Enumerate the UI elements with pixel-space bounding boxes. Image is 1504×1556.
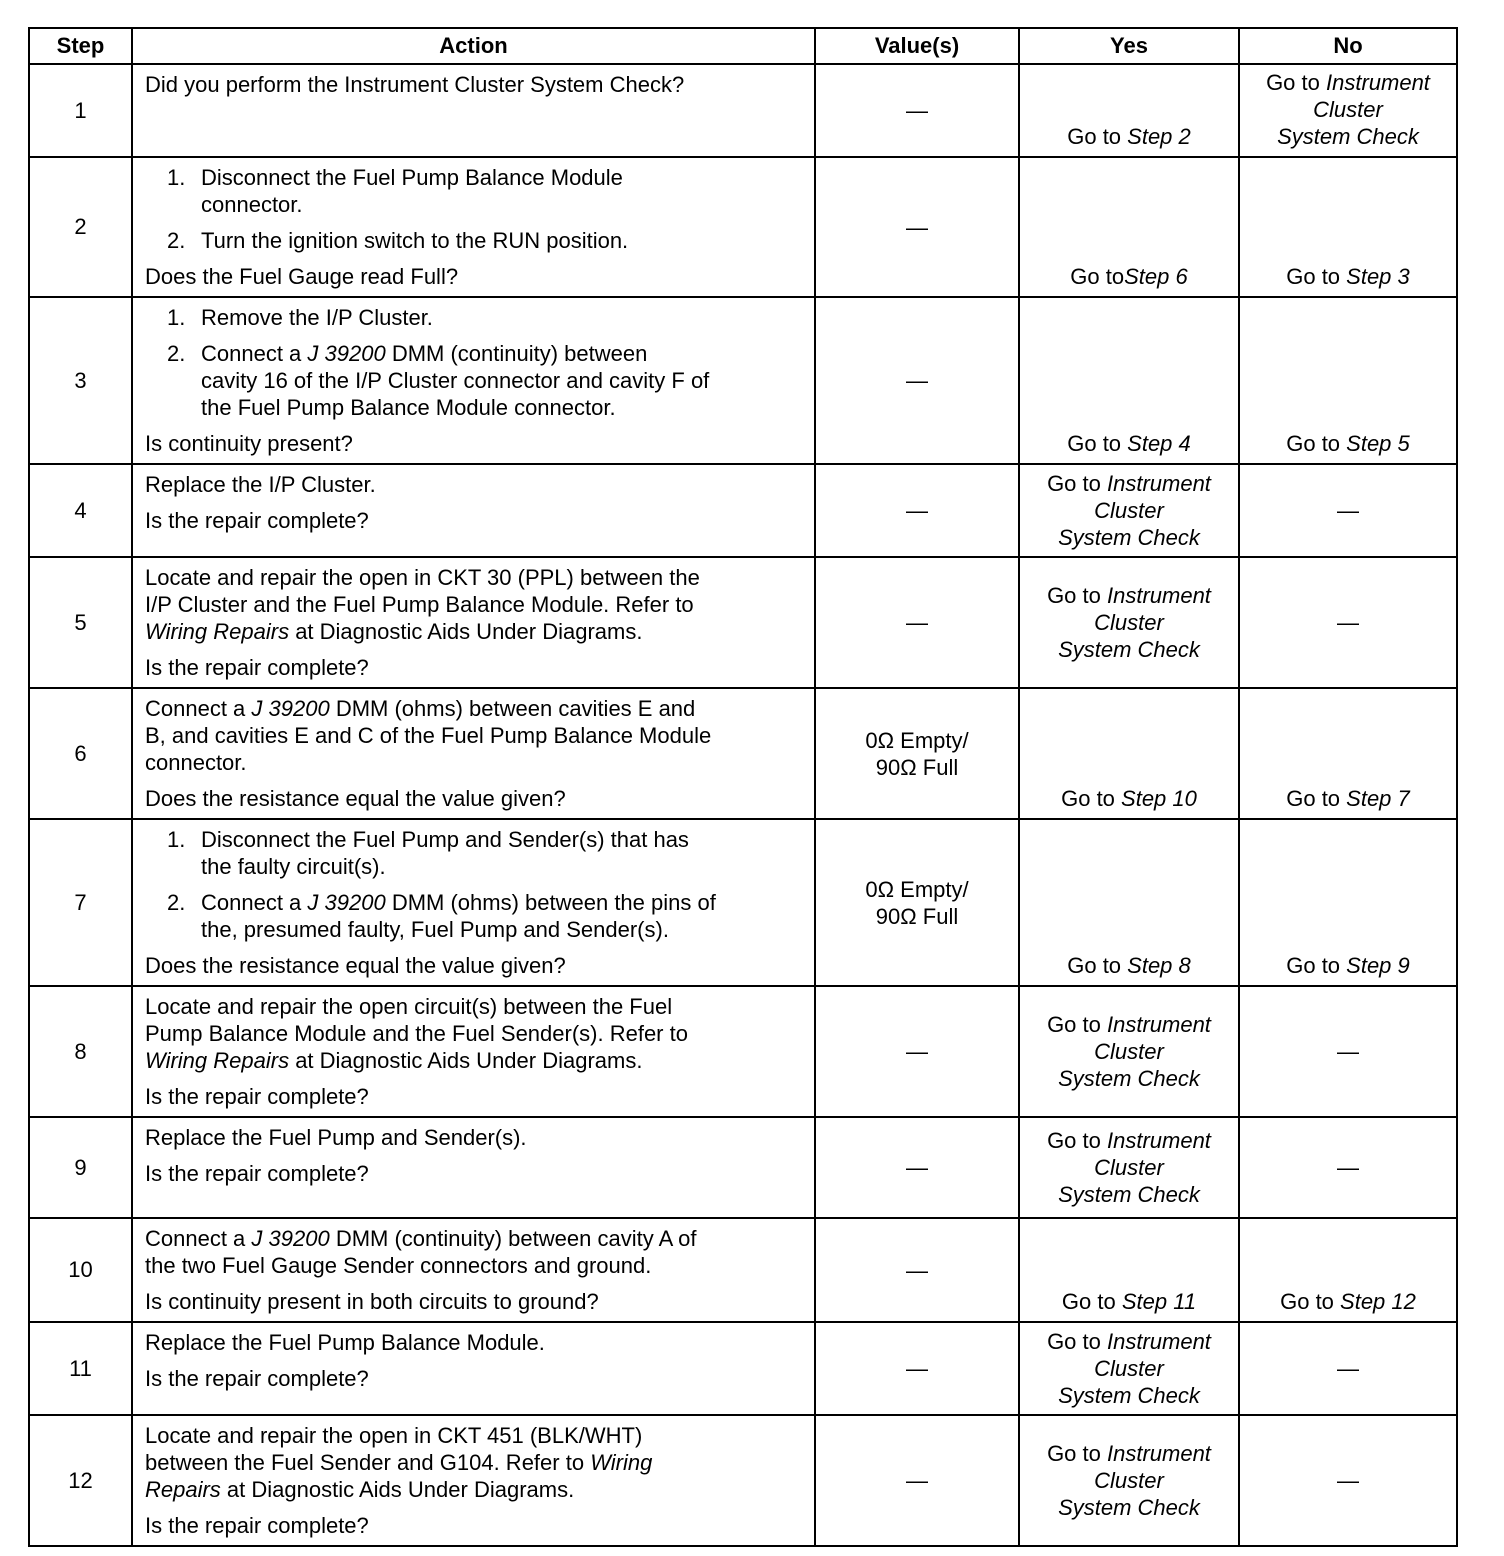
action-question: Does the resistance equal the value given? [145, 786, 566, 811]
no-cell [1239, 157, 1457, 297]
action-text: Locate and repair the open in CKT 30 (PPL) between the [145, 565, 700, 590]
action-text: B, and cavities E and C of the Fuel Pump Balance Module [145, 723, 712, 748]
yes-cell [1019, 557, 1239, 688]
value-cell: — [815, 1218, 1019, 1322]
yes-cell [1019, 464, 1239, 557]
goto-ref: System Check [1058, 1383, 1200, 1408]
goto-step-link: Step 11 [1121, 1289, 1197, 1314]
value-cell [815, 819, 1019, 986]
goto-ref: Cluster [1094, 1039, 1164, 1064]
action-question: Is the repair complete? [145, 1161, 369, 1186]
value-cell: — [815, 64, 1019, 157]
action-question: Is the repair complete? [145, 508, 369, 533]
table-row [29, 819, 1457, 986]
step-number: 5 [29, 557, 132, 688]
step-number: 1 [29, 64, 132, 157]
yes-cell [1019, 819, 1239, 986]
action-cell [132, 297, 815, 464]
action-list-item: 1. Disconnect the Fuel Pump Balance Module connector. [167, 165, 623, 217]
yes-cell [1019, 1415, 1239, 1546]
action-text: Replace the I/P Cluster. [145, 472, 376, 497]
no-cell: — [1239, 1322, 1457, 1415]
goto-prefix: Go to [1286, 264, 1347, 289]
action-list-item: 2. Connect a J 39200 DMM (continuity) between cavity 16 of the I/P Cluster connector and cavity F of the Fuel Pump Balance Module connector. [167, 341, 710, 420]
action-cell [132, 1322, 815, 1415]
yes-cell [1019, 297, 1239, 464]
no-cell [1239, 819, 1457, 986]
table-row [29, 464, 1457, 557]
no-cell: — [1239, 464, 1457, 557]
step-number: 9 [29, 1117, 132, 1218]
goto-step-link: Step 5 [1346, 431, 1410, 456]
value-cell: — [815, 557, 1019, 688]
goto-ref: System Check [1058, 637, 1200, 662]
action-text: Repairs at Diagnostic Aids Under Diagrams. [145, 1477, 575, 1502]
goto-prefix: Go to [1067, 953, 1128, 978]
action-text: Pump Balance Module and the Fuel Sender(s). Refer to [145, 1021, 688, 1046]
goto-prefix: Go to [1061, 1289, 1122, 1314]
goto-prefix: Go to [1047, 1329, 1107, 1354]
goto-step-link: Step 4 [1127, 431, 1191, 456]
table-row [29, 557, 1457, 688]
action-question: Is the repair complete? [145, 1366, 369, 1391]
goto-ref: Instrument [1106, 583, 1211, 608]
action-cell [132, 64, 815, 157]
action-text: the two Fuel Gauge Sender connectors and ground. [145, 1253, 652, 1278]
action-text: Replace the Fuel Pump and Sender(s). [145, 1125, 527, 1150]
goto-prefix: Go to [1280, 1289, 1341, 1314]
action-cell [132, 1415, 815, 1546]
action-text: connector. [145, 750, 247, 775]
no-cell: — [1239, 986, 1457, 1117]
no-cell [1239, 297, 1457, 464]
goto-prefix: Go to [1286, 786, 1347, 811]
goto-ref: Cluster [1094, 1468, 1164, 1493]
goto-ref: System Check [1277, 124, 1419, 149]
goto-prefix: Go to [1286, 953, 1347, 978]
goto-prefix: Go to [1286, 431, 1347, 456]
step-number: 11 [29, 1322, 132, 1415]
action-text: Locate and repair the open in CKT 451 (BLK/WHT) [145, 1423, 643, 1448]
step-number: 8 [29, 986, 132, 1117]
goto-ref: Cluster [1094, 498, 1164, 523]
action-list-item: 1. Disconnect the Fuel Pump and Sender(s) that has the faulty circuit(s). [167, 827, 689, 879]
action-cell [132, 986, 815, 1117]
action-text: I/P Cluster and the Fuel Pump Balance Module. Refer to [145, 592, 694, 617]
action-list-item: 2. Connect a J 39200 DMM (ohms) between the pins of the, presumed faulty, Fuel Pump and Sender(s). [167, 890, 716, 942]
value-cell: — [815, 1117, 1019, 1218]
table-row [29, 64, 1457, 157]
goto-prefix: Go to [1266, 70, 1326, 95]
goto-ref: Instrument [1106, 1128, 1211, 1153]
header-yes: Yes [1019, 28, 1239, 64]
goto-ref: Cluster [1094, 1356, 1164, 1381]
goto-prefix: Go to [1061, 786, 1122, 811]
action-text: Locate and repair the open circuit(s) between the Fuel [145, 994, 673, 1019]
goto-step-link: Step 3 [1346, 264, 1410, 289]
header-no: No [1239, 28, 1457, 64]
value-cell: — [815, 1322, 1019, 1415]
goto-prefix: Go to [1070, 264, 1125, 289]
yes-cell [1019, 1218, 1239, 1322]
table-row [29, 1415, 1457, 1546]
action-cell [132, 1218, 815, 1322]
value-text: 90Ω Full [875, 903, 959, 929]
goto-ref: Cluster [1094, 610, 1164, 635]
goto-ref: Instrument [1106, 471, 1211, 496]
action-text: Did you perform the Instrument Cluster System Check? [145, 72, 685, 97]
action-cell [132, 819, 815, 986]
step-number: 3 [29, 297, 132, 464]
action-text: Connect a J 39200 DMM (continuity) between cavity A of [145, 1226, 697, 1251]
table-row [29, 1117, 1457, 1218]
action-question: Is the repair complete? [145, 1084, 369, 1109]
goto-ref: System Check [1058, 525, 1200, 550]
no-cell [1239, 688, 1457, 819]
goto-ref: Instrument [1325, 70, 1430, 95]
step-number: 12 [29, 1415, 132, 1546]
goto-ref: Instrument [1106, 1329, 1211, 1354]
value-cell: — [815, 297, 1019, 464]
step-number: 2 [29, 157, 132, 297]
value-cell: — [815, 157, 1019, 297]
goto-ref: Instrument [1106, 1441, 1211, 1466]
value-cell [815, 688, 1019, 819]
goto-ref: Cluster [1094, 1155, 1164, 1180]
action-cell [132, 464, 815, 557]
value-cell: — [815, 1415, 1019, 1546]
diagnostic-table [28, 27, 1458, 1547]
action-question: Does the resistance equal the value given? [145, 953, 566, 978]
goto-prefix: Go to [1047, 1128, 1107, 1153]
goto-prefix: Go to [1047, 583, 1107, 608]
table-row [29, 297, 1457, 464]
goto-ref: System Check [1058, 1182, 1200, 1207]
yes-cell [1019, 986, 1239, 1117]
goto-step-link: Step 2 [1127, 124, 1191, 149]
no-cell: — [1239, 1415, 1457, 1546]
step-number: 4 [29, 464, 132, 557]
header-action: Action [132, 28, 815, 64]
no-cell [1239, 1218, 1457, 1322]
goto-prefix: Go to [1067, 431, 1128, 456]
goto-prefix: Go to [1047, 471, 1107, 496]
goto-step-link: Step 6 [1124, 264, 1188, 289]
action-list-item: 1. Remove the I/P Cluster. [167, 305, 433, 330]
action-text: Replace the Fuel Pump Balance Module. [145, 1330, 545, 1355]
action-text: Connect a J 39200 DMM (ohms) between cavities E and [145, 696, 696, 721]
yes-cell [1019, 688, 1239, 819]
goto-prefix: Go to [1047, 1441, 1107, 1466]
value-cell: — [815, 986, 1019, 1117]
goto-ref: System Check [1058, 1066, 1200, 1091]
no-cell: — [1239, 557, 1457, 688]
header-step: Step [29, 28, 132, 64]
goto-step-link: Step 7 [1346, 786, 1410, 811]
action-cell [132, 1117, 815, 1218]
action-text: between the Fuel Sender and G104. Refer to Wiring [145, 1450, 653, 1475]
action-list-item: 2. Turn the ignition switch to the RUN position. [167, 228, 629, 253]
yes-cell [1019, 1117, 1239, 1218]
action-question: Is continuity present in both circuits to ground? [145, 1289, 599, 1314]
goto-prefix: Go to [1067, 124, 1128, 149]
yes-cell [1019, 157, 1239, 297]
step-number: 10 [29, 1218, 132, 1322]
goto-ref: System Check [1058, 1495, 1200, 1520]
action-text: Wiring Repairs at Diagnostic Aids Under Diagrams. [145, 1048, 643, 1073]
goto-step-link: Step 10 [1121, 786, 1197, 811]
goto-ref: Instrument [1106, 1012, 1211, 1037]
action-cell [132, 157, 815, 297]
action-cell [132, 688, 815, 819]
action-question: Is the repair complete? [145, 1513, 369, 1538]
step-number: 6 [29, 688, 132, 819]
table-row [29, 157, 1457, 297]
yes-cell [1019, 1322, 1239, 1415]
value-text: 90Ω Full [875, 754, 959, 780]
header-row [29, 28, 1457, 64]
goto-step-link: Step 9 [1346, 953, 1410, 978]
no-cell [1239, 64, 1457, 157]
header-values: Value(s) [815, 28, 1019, 64]
value-text: 0Ω Empty/ [865, 727, 969, 753]
action-question: Is continuity present? [145, 431, 353, 456]
action-text: Wiring Repairs at Diagnostic Aids Under Diagrams. [145, 619, 643, 644]
goto-prefix: Go to [1047, 1012, 1107, 1037]
yes-cell [1019, 64, 1239, 157]
action-question: Is the repair complete? [145, 655, 369, 680]
action-question: Does the Fuel Gauge read Full? [145, 264, 459, 289]
value-cell: — [815, 464, 1019, 557]
action-cell [132, 557, 815, 688]
step-number: 7 [29, 819, 132, 986]
table-row [29, 986, 1457, 1117]
table-row [29, 1218, 1457, 1322]
goto-step-link: Step 12 [1340, 1289, 1416, 1314]
value-text: 0Ω Empty/ [865, 876, 969, 902]
goto-ref: Cluster [1313, 97, 1383, 122]
table-row [29, 688, 1457, 819]
no-cell: — [1239, 1117, 1457, 1218]
table-row [29, 1322, 1457, 1415]
goto-step-link: Step 8 [1127, 953, 1191, 978]
